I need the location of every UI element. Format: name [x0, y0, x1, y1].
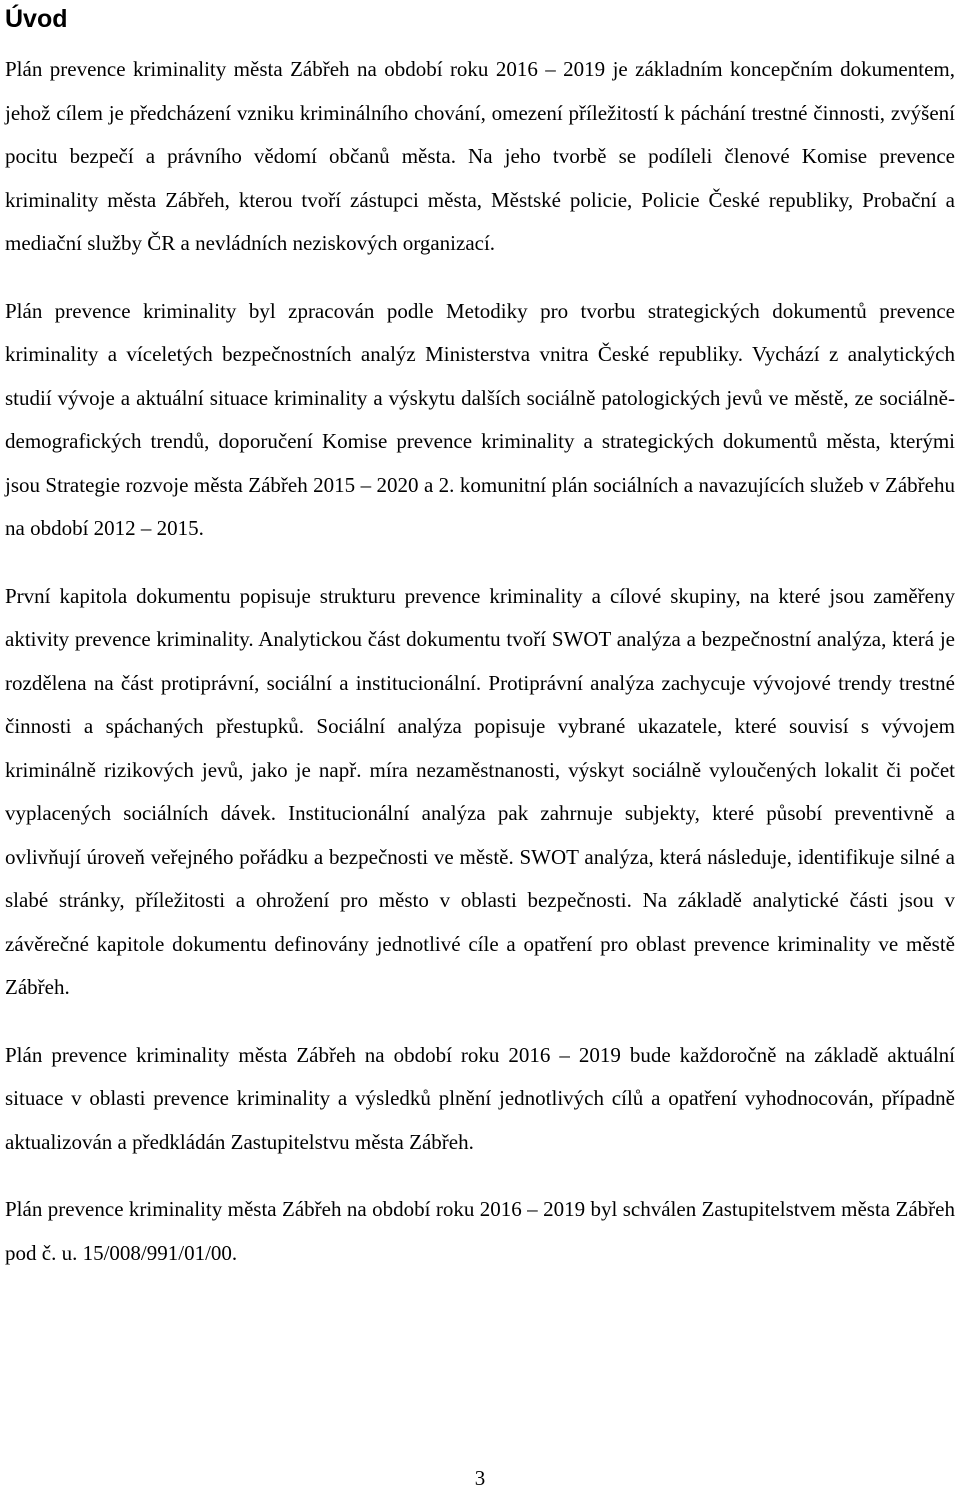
document-page: [5, 0, 955, 1275]
paragraph-intro: Plán prevence kriminality města Zábřeh na období roku 2016 – 2019 je základním koncepčním dokumentem, jehož cílem je předcházení vzniku kriminálního chování, omezení příležitostí k páchání trestné činnosti, zvýšení pocitu bezpečí a právního vědomí občanů města. Na jeho tvorbě se podíleli členové Komise prevence kriminality města Zábřeh, kterou tvoří zástupci města, Městské policie, Policie České republiky, Probační a mediační služby ČR a nevládních neziskových organizací.: [5, 57, 955, 255]
paragraph-approval: Plán prevence kriminality města Zábřeh na období roku 2016 – 2019 byl schválen Zastupitelstvem města Zábřeh pod č. u. 15/008/991/01/00.: [5, 1197, 955, 1265]
paragraph-methodology: Plán prevence kriminality byl zpracován podle Metodiky pro tvorbu strategických dokumentů prevence kriminality a víceletých bezpečnostních analýz Ministerstva vnitra České republiky. Vychází z analytických studií vývoje a aktuální situace kriminality a výskytu dalších sociálně patologických jevů ve městě, ze sociálně-demografických trendů, doporučení Komise prevence kriminality a strategických dokumentů města, kterými jsou Strategie rozvoje města Zábřeh 2015 – 2020 a 2. komunitní plán sociálních a navazujících služeb v Zábřehu na období 2012 – 2015.: [5, 298, 955, 540]
section-heading: Úvod: [5, 5, 68, 33]
paragraph-evaluation: Plán prevence kriminality města Zábřeh na období roku 2016 – 2019 bude každoročně na základě aktuální situace v oblasti prevence kriminality a výsledků plnění jednotlivých cílů a opatření vyhodnocován, případně aktualizován a předkládán Zastupitelstvu města Zábřeh.: [5, 1042, 955, 1154]
page-number: 3: [474, 1466, 486, 1490]
paragraph-structure: První kapitola dokumentu popisuje strukturu prevence kriminality a cílové skupiny, na které jsou zaměřeny aktivity prevence kriminality. Analytickou část dokumentu tvoří SWOT analýza a bezpečnostní analýza, která je rozdělena na část protiprávní, sociální a institucionální. Protiprávní analýza zachycuje vývojové trendy trestné činnosti a spáchaných přestupků. Sociální analýza popisuje vybrané ukazatele, které souvisí s vývojem kriminálně rizikových jevů, jako je např. míra nezaměstnanosti, výskyt sociálně vyloučených lokalit či počet vyplacených sociálních dávek. Institucionální analýza pak zahrnuje subjekty, které působí preventivně a ovlivňují úroveň veřejného pořádku a bezpečnosti ve městě. SWOT analýza, která následuje, identifikuje silné a slabé stránky, příležitosti a ohrožení pro město v oblasti bezpečnosti. Na základě analytické části jsou v závěrečné kapitole dokumentu definovány jednotlivé cíle a opatření pro oblast prevence kriminality ve městě Zábřeh.: [5, 583, 955, 999]
